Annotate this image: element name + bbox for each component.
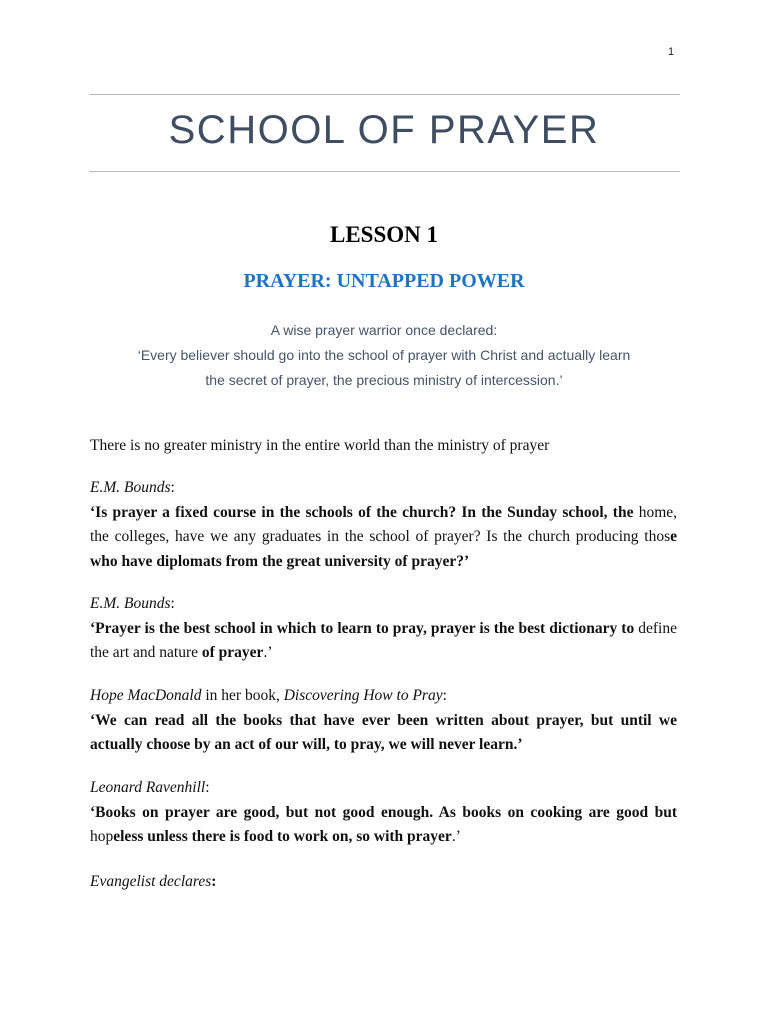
quote-author: Evangelist declares <box>90 873 212 890</box>
attribution-colon: : <box>205 779 210 796</box>
attribution-colon: : <box>211 873 217 890</box>
quote-author: Hope MacDonald <box>90 687 202 704</box>
intro-line: A wise prayer warrior once declared: <box>270 322 498 338</box>
quote-text <box>90 501 677 575</box>
quote-block <box>90 592 677 666</box>
lesson-subtitle: PRAYER: UNTAPPED POWER <box>243 270 525 292</box>
attribution-colon: : <box>170 479 175 496</box>
title-rule-top <box>89 94 680 95</box>
quote-text-normal: home, the colleges, have we any graduates in the school of prayer? Is the church producing thos <box>90 503 678 545</box>
quote-author: E.M. Bounds <box>90 595 171 612</box>
quote-text <box>90 801 677 850</box>
document-title: SCHOOL OF PRAYER <box>168 108 600 152</box>
quote-text-normal: define the art and nature <box>90 619 677 661</box>
intro-line: the secret of prayer, the precious ministry of intercession.’ <box>205 372 563 388</box>
quote-attribution <box>90 684 677 709</box>
quote-attribution <box>90 776 677 801</box>
intro-line: ‘Every believer should go into the school of prayer with Christ and actually learn <box>137 347 631 363</box>
quote-text: ‘We can read all the books that have ever been written about prayer, but until we actually choose by an act of our will, to pray, we will never learn.’ <box>90 711 677 753</box>
quote-text-bold: ‘Books on prayer are good, but not good enough. As books on cooking are good but <box>90 803 677 821</box>
page-number: 1 <box>668 46 675 58</box>
attribution-colon: : <box>442 687 447 704</box>
quote-author: E.M. Bounds <box>90 479 171 496</box>
quote-block <box>90 776 677 850</box>
quote-attribution <box>90 476 677 501</box>
intro-quote <box>90 318 678 393</box>
quote-block <box>90 684 677 758</box>
quote-block <box>90 870 677 895</box>
quote-text-bold-end: of prayer <box>201 644 264 661</box>
quote-text-bold: ‘Is prayer a fixed course in the schools of the church? In the Sunday school, the <box>90 503 634 521</box>
lesson-heading: LESSON 1 <box>329 222 438 247</box>
quote-author: Leonard Ravenhill <box>90 779 206 796</box>
quote-attribution <box>90 870 677 895</box>
title-rule-bottom <box>89 171 680 172</box>
attribution-mid: in her book, <box>201 687 284 704</box>
quote-text <box>90 617 677 666</box>
quote-text-bold-end: e who have diplomats from the great university of prayer?’ <box>90 528 677 570</box>
quote-text-normal: hop <box>90 828 114 845</box>
attribution-colon: : <box>170 595 175 612</box>
quote-block <box>90 476 677 574</box>
opening-paragraph: There is no greater ministry in the entire world than the ministry of prayer <box>90 437 550 454</box>
book-title: Discovering How to Pray <box>283 687 443 704</box>
quote-attribution <box>90 592 677 617</box>
quote-text-tail: .’ <box>263 644 273 661</box>
quote-text-bold-end: eless unless there is food to work on, so with prayer <box>113 828 452 845</box>
quote-text-tail: .’ <box>451 828 461 845</box>
quote-text-bold: ‘Prayer is the best school in which to learn to pray, prayer is the best dictionary to <box>90 619 635 637</box>
